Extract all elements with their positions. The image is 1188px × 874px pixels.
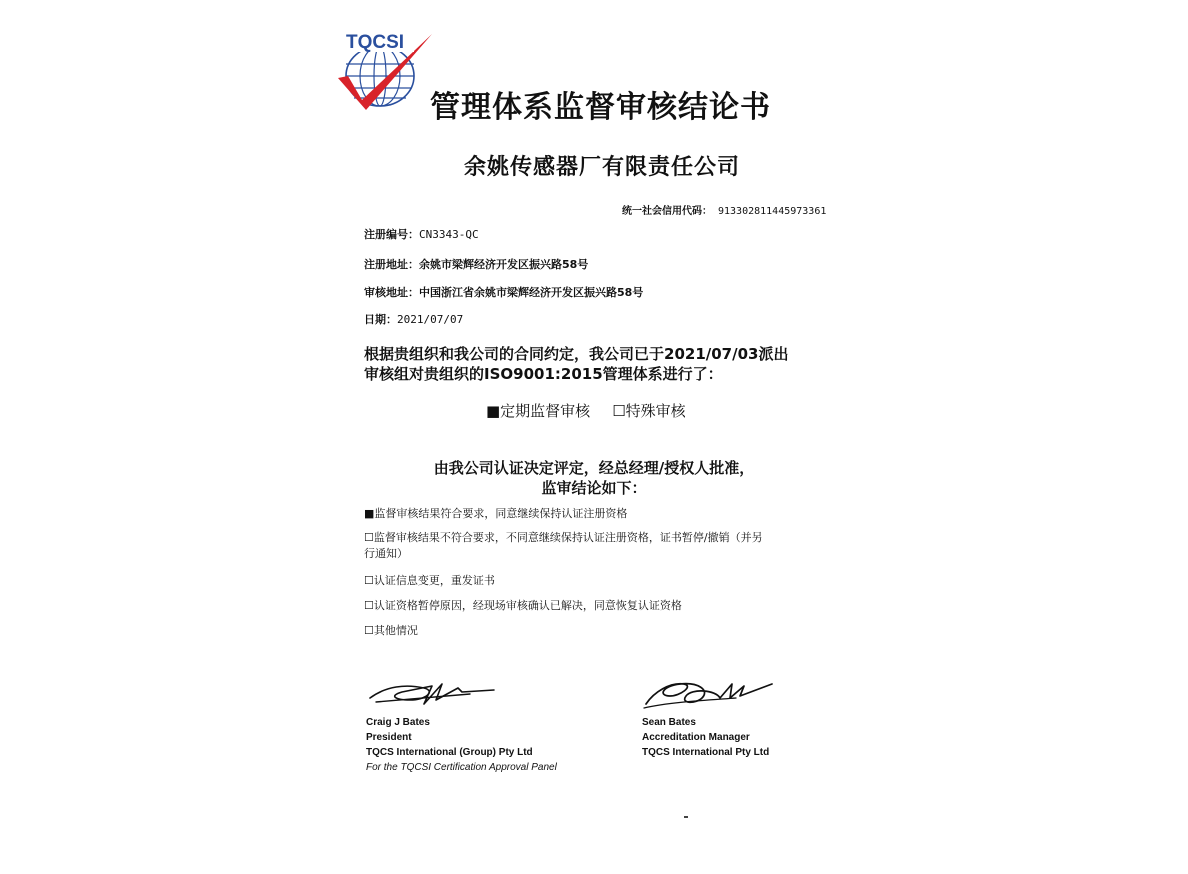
- signatory-right-name: Sean Bates: [642, 717, 696, 728]
- signature-left: [366, 676, 498, 712]
- registration-number-label: 注册编号：: [364, 228, 419, 241]
- signatory-left-org: TQCS International (Group) Pty Ltd: [366, 747, 533, 758]
- conclusion-option-1: ■监督审核结果符合要求，同意继续保持认证注册资格: [364, 507, 628, 520]
- conclusion-option-3: ☐认证信息变更，重发证书: [364, 574, 495, 587]
- decision-heading-line-2: 监审结论如下：: [541, 479, 647, 497]
- registration-address-label: 注册地址：: [364, 258, 419, 271]
- signatory-left-note: For the TQCSI Certification Approval Panel: [366, 762, 557, 773]
- audit-address-label: 审核地址：: [364, 286, 419, 299]
- registration-address-value: 余姚市梁辉经济开发区振兴路58号: [419, 258, 589, 271]
- audit-address-value: 中国浙江省余姚市梁辉经济开发区振兴路58号: [419, 286, 644, 299]
- conclusion-option-2-line-2: 行通知）: [364, 547, 408, 560]
- tqcsi-logo-text: TQCSI: [346, 32, 405, 53]
- credit-code-value: 913302811445973361: [718, 206, 827, 217]
- company-name: 余姚传感器厂有限责任公司: [464, 155, 741, 180]
- signatory-left: [366, 715, 557, 775]
- registration-number-row: [364, 226, 479, 242]
- decision-heading: [414, 458, 774, 498]
- signatory-left-role: President: [366, 732, 412, 743]
- date-row: [364, 311, 463, 327]
- signatory-left-name: Craig J Bates: [366, 717, 430, 728]
- audit-address-row: [364, 284, 643, 300]
- contract-paragraph: [364, 344, 824, 384]
- conclusion-option-2: [364, 530, 824, 562]
- signatory-right-role: Accreditation Manager: [642, 732, 750, 743]
- credit-code: [622, 202, 826, 217]
- audit-type-special: ☐特殊审核: [612, 402, 686, 420]
- date-label: 日期：: [364, 313, 397, 326]
- conclusion-option-5: ☐其他情况: [364, 624, 418, 637]
- signature-right: [640, 674, 774, 714]
- conclusion-option-4: ☐认证资格暂停原因，经现场审核确认已解决，同意恢复认证资格: [364, 599, 682, 612]
- document-title: 管理体系监督审核结论书: [430, 90, 771, 125]
- audit-type-regular: ■定期监督审核: [486, 402, 591, 420]
- tqcsi-logo: [336, 26, 436, 112]
- scan-speck: [684, 816, 688, 818]
- signatory-right: [642, 715, 769, 760]
- credit-code-label: 统一社会信用代码：: [622, 206, 712, 217]
- date-value: 2021/07/07: [397, 313, 464, 326]
- contract-paragraph-line-2: 审核组对贵组织的ISO9001:2015管理体系进行了：: [364, 365, 723, 383]
- signatory-right-org: TQCS International Pty Ltd: [642, 747, 770, 758]
- audit-type-options: [486, 400, 708, 421]
- registration-number-value: CN3343-QC: [419, 228, 479, 241]
- registration-address-row: [364, 256, 588, 272]
- contract-paragraph-line-1: 根据贵组织和我公司的合同约定，我公司已于2021/07/03派出: [364, 345, 789, 363]
- decision-heading-line-1: 由我公司认证决定评定，经总经理/授权人批准，: [433, 459, 755, 477]
- conclusion-option-2-line-1: ☐监督审核结果不符合要求，不同意继续保持认证注册资格，证书暂停/撤销（并另: [364, 531, 763, 544]
